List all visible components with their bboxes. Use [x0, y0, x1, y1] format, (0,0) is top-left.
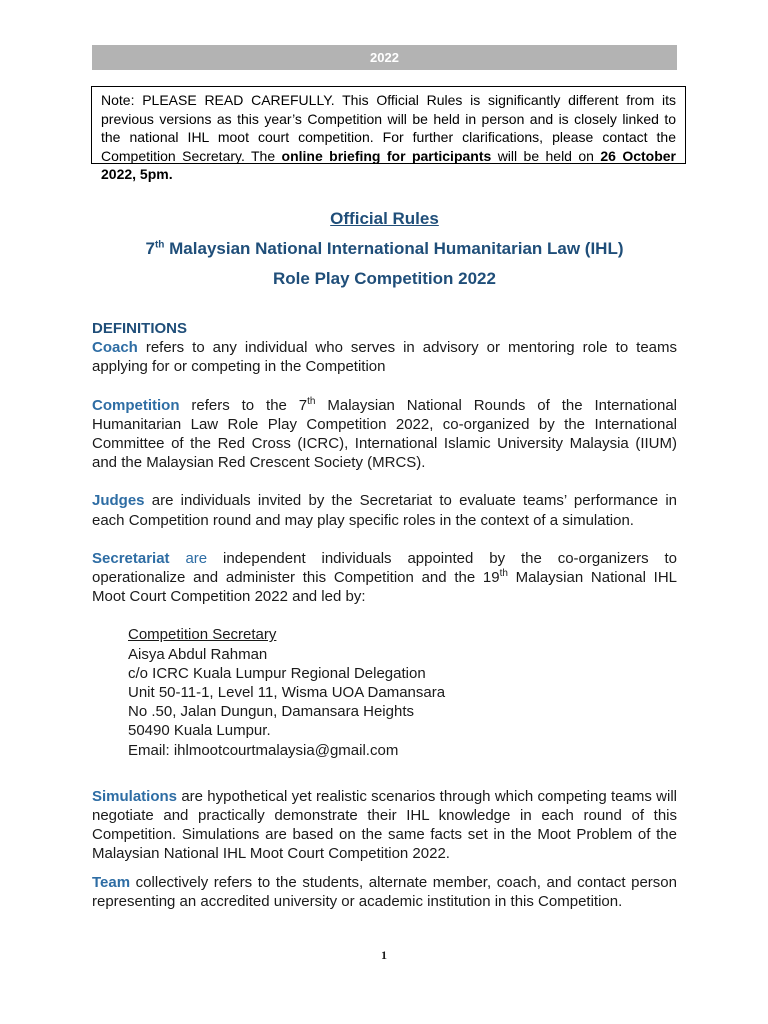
year-header-bar: 2022 — [92, 45, 677, 70]
definitions-heading: DEFINITIONS — [92, 320, 188, 337]
address-line: No .50, Jalan Dungun, Damansara Heights — [128, 703, 414, 721]
definitions-section — [92, 319, 677, 911]
definition-judges: Judges are individuals invited by the Secretariat to evaluate teams’ performance in each Competition round and may play specific roles in the context of a simulation. — [92, 492, 677, 529]
document-title — [92, 207, 677, 291]
address-name: Aisya Abdul Rahman — [128, 645, 268, 663]
address-line: 50490 Kuala Lumpur. — [128, 722, 271, 740]
important-note-box — [91, 86, 686, 182]
address-heading: Competition Secretary — [128, 626, 277, 644]
page-number: 1 — [381, 948, 387, 962]
term-coach: Coach — [92, 339, 138, 357]
address-email: Email: ihlmootcourtmalaysia@gmail.com — [128, 741, 399, 759]
note-text: Note: PLEASE READ CAREFULLY. This Official Rules is significantly different from its previous versions as this year’s Competition will be held in person and is closely linked to the national IHL moot court competition. For further clarifications, please contact the Competition Secretary. The — [101, 92, 676, 164]
definition-simulations: Simulations are hypothetical yet realistic scenarios through which competing teams will negotiate and practically demonstrate their IHL knowledge in each round of this Competition. Simulations are based on the same facts set in the Moot Problem of the Malaysian National IHL Moot Court Competition 2022. — [92, 787, 677, 863]
note-briefing-label: online briefing for participants — [281, 147, 492, 164]
title-competition-subtitle: Role Play Competition 2022 — [273, 269, 496, 288]
note-briefing-date: 26 October 2022, 5pm. — [101, 147, 676, 182]
definition-coach: Coach refers to any individual who serves in advisory or mentoring role to teams applying for or competing in the Competition — [92, 339, 677, 376]
title-competition-name: 7th Malaysian National International Humanitarian Law (IHL) — [145, 239, 624, 258]
term-secretariat: Secretariat — [92, 549, 170, 567]
term-judges: Judges — [92, 492, 145, 510]
note-text-2: will be held on — [491, 147, 601, 164]
term-simulations: Simulations — [92, 787, 178, 805]
definition-competition: Competition refers to the 7th Malaysian National Rounds of the International Humanitarian Law Role Play Competition 2022, co-organized by the International Committee of the Red Cross (ICRC), International Islamic University Malaysia (IIUM) and the Malaysian Red Crescent Society (MRCS). — [92, 395, 677, 472]
address-line: c/o ICRC Kuala Lumpur Regional Delegation — [128, 664, 426, 682]
definition-team: Team collectively refers to the students, alternate member, coach, and contact person representing an accredited university or academic institution in this Competition. — [92, 873, 677, 910]
address-line: Unit 50-11-1, Level 11, Wisma UOA Damansara — [128, 684, 446, 702]
term-team: Team — [92, 873, 131, 891]
title-official-rules: Official Rules — [330, 209, 439, 228]
definition-secretariat: Secretariat are independent individuals appointed by the co-organizers to operationalize and administer this Competition and the 19th Malaysian National IHL Moot Court Competition 2022 and led by: — [92, 549, 677, 606]
secretary-address — [128, 625, 677, 759]
term-competition: Competition — [92, 396, 180, 414]
